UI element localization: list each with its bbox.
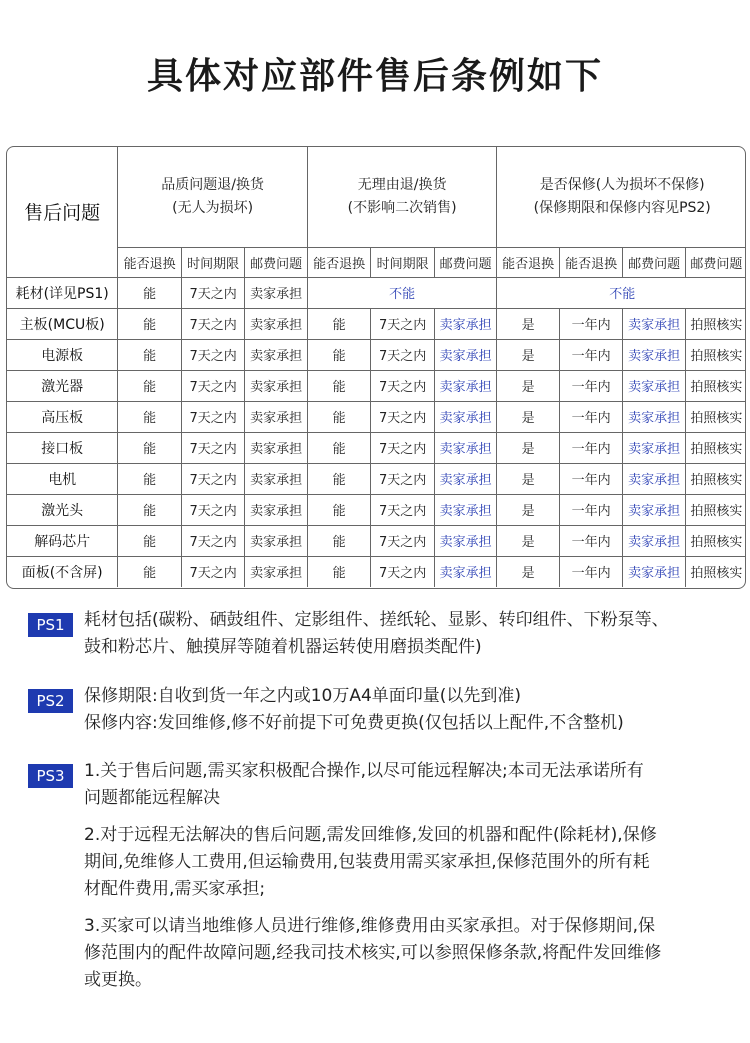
table-cell: 卖家承担 <box>623 463 685 494</box>
ps3-badge: PS3 <box>28 764 73 788</box>
table-cell: 拍照核实 <box>685 556 746 587</box>
table-cell: 拍照核实 <box>685 494 746 525</box>
table-cell: 7天之内 <box>181 401 245 432</box>
table-cell: 卖家承担 <box>245 308 308 339</box>
table-cell: 7天之内 <box>371 525 435 556</box>
table-cell: 卖家承担 <box>434 463 497 494</box>
ps3-line: 或更换。 <box>84 970 152 990</box>
ps3-line: 1.关于售后问题,需买家积极配合操作,以尽可能远程解决;本司无法承诺所有 <box>84 761 644 781</box>
subheader-cell: 邮费问题 <box>685 247 746 277</box>
ps3-paragraph-3 <box>84 913 734 994</box>
table-cell: 7天之内 <box>371 463 435 494</box>
table-cell: 7天之内 <box>371 556 435 587</box>
table-cell: 能 <box>307 370 371 401</box>
table-subheader-row <box>7 247 746 277</box>
table-cell: 拍照核实 <box>685 339 746 370</box>
ps1-badge: PS1 <box>28 613 73 637</box>
ps1-line: 鼓和粉芯片、触摸屏等随着机器运转使用磨损类配件) <box>84 637 482 657</box>
ps2-line: 保修内容:发回维修,修不好前提下可免费更换(仅包括以上配件,不含整机) <box>84 713 624 733</box>
table-cell: 7天之内 <box>371 339 435 370</box>
table-cell: 一年内 <box>559 401 623 432</box>
table-cell: 卖家承担 <box>623 401 685 432</box>
row-name-cell: 面板(不含屏) <box>7 556 118 587</box>
group-header-warranty <box>497 147 746 247</box>
table-cell: 卖家承担 <box>434 401 497 432</box>
table-cell: 卖家承担 <box>245 432 308 463</box>
table-cell: 能 <box>118 556 182 587</box>
table-cell: 卖家承担 <box>623 432 685 463</box>
table-row <box>7 525 746 556</box>
table-cell: 7天之内 <box>181 308 245 339</box>
table-cell: 一年内 <box>559 525 623 556</box>
table-cell: 卖家承担 <box>434 308 497 339</box>
table-cell: 能 <box>118 401 182 432</box>
table-cell: 能 <box>307 463 371 494</box>
table-row <box>7 370 746 401</box>
table-cell: 是 <box>497 556 559 587</box>
table-cell-merged: 不能 <box>307 277 497 308</box>
table-cell: 卖家承担 <box>623 308 685 339</box>
ps2-line: 保修期限:自收到货一年之内或10万A4单面印量(以先到准) <box>84 686 522 706</box>
row-name-cell: 耗材(详见PS1) <box>7 277 118 308</box>
table-cell: 能 <box>118 525 182 556</box>
table-cell-merged: 不能 <box>497 277 746 308</box>
table-cell: 拍照核实 <box>685 463 746 494</box>
table-cell: 是 <box>497 463 559 494</box>
table-cell: 卖家承担 <box>245 494 308 525</box>
ps3-line: 修范围内的配件故障问题,经我司技术核实,可以参照保修条款,将配件发回维修 <box>84 943 662 963</box>
table-cell: 7天之内 <box>371 308 435 339</box>
table-cell: 能 <box>118 277 182 308</box>
table-cell: 卖家承担 <box>623 494 685 525</box>
table-cell: 拍照核实 <box>685 308 746 339</box>
subheader-cell: 邮费问题 <box>245 247 308 277</box>
table-cell: 卖家承担 <box>623 525 685 556</box>
ps3-line: 2.对于远程无法解决的售后问题,需发回维修,发回的机器和配件(除耗材),保修 <box>84 825 657 845</box>
row-name-cell: 主板(MCU板) <box>7 308 118 339</box>
subheader-cell: 时间期限 <box>371 247 435 277</box>
ps3-paragraph-1 <box>84 758 734 812</box>
table-cell: 一年内 <box>559 308 623 339</box>
group-header-line: (保修期限和保修内容见PS2) <box>533 199 711 216</box>
ps3-line: 期间,免维修人工费用,但运输费用,包装费用需买家承担,保修范围外的所有耗 <box>84 852 650 872</box>
table-cell: 一年内 <box>559 339 623 370</box>
table-cell: 卖家承担 <box>434 556 497 587</box>
table-cell: 能 <box>307 525 371 556</box>
table-cell: 能 <box>307 401 371 432</box>
table-cell: 卖家承担 <box>245 339 308 370</box>
table-row-consumables <box>7 277 746 308</box>
ps3-paragraph-2 <box>84 822 734 903</box>
page-title: 具体对应部件售后条例如下 <box>146 56 603 97</box>
ps2-badge: PS2 <box>28 689 73 713</box>
after-sales-table <box>6 146 746 589</box>
row-name-cell: 解码芯片 <box>7 525 118 556</box>
ps3-line: 3.买家可以请当地维修人员进行维修,维修费用由买家承担。对于保修期间,保 <box>84 916 656 936</box>
table-row <box>7 308 746 339</box>
table-row <box>7 339 746 370</box>
table-row <box>7 494 746 525</box>
table-cell: 卖家承担 <box>245 401 308 432</box>
table-cell: 拍照核实 <box>685 401 746 432</box>
table-cell: 能 <box>118 432 182 463</box>
table-cell: 是 <box>497 339 559 370</box>
table-cell: 7天之内 <box>181 432 245 463</box>
table-cell: 一年内 <box>559 556 623 587</box>
subheader-cell: 能否退换 <box>559 247 623 277</box>
table-cell: 是 <box>497 308 559 339</box>
note-ps2 <box>28 687 728 747</box>
table-cell: 能 <box>118 370 182 401</box>
table-cell: 一年内 <box>559 370 623 401</box>
row-name-cell: 接口板 <box>7 432 118 463</box>
group-header-line: (无人为损坏) <box>172 199 254 216</box>
table-cell: 是 <box>497 494 559 525</box>
table-cell: 卖家承担 <box>434 525 497 556</box>
table-cell: 卖家承担 <box>623 556 685 587</box>
table-cell: 能 <box>118 494 182 525</box>
table-cell: 卖家承担 <box>245 370 308 401</box>
row-name-cell: 高压板 <box>7 401 118 432</box>
table-cell: 能 <box>307 308 371 339</box>
table-cell: 卖家承担 <box>245 277 308 308</box>
table-cell: 是 <box>497 525 559 556</box>
ps1-text <box>84 607 734 661</box>
table-cell: 能 <box>307 494 371 525</box>
table-header-row <box>7 147 746 247</box>
note-ps3 <box>28 762 728 1002</box>
table-cell: 能 <box>307 556 371 587</box>
table-cell: 能 <box>307 432 371 463</box>
table-cell: 卖家承担 <box>623 370 685 401</box>
table-cell: 是 <box>497 370 559 401</box>
note-ps1 <box>28 611 728 671</box>
table-cell: 能 <box>118 339 182 370</box>
table-cell: 卖家承担 <box>623 339 685 370</box>
subheader-cell: 邮费问题 <box>434 247 497 277</box>
ps1-line: 耗材包括(碳粉、硒鼓组件、定影组件、搓纸轮、显影、转印组件、下粉泵等、 <box>84 610 669 630</box>
table-row <box>7 401 746 432</box>
table-cell: 卖家承担 <box>245 556 308 587</box>
table-cell: 卖家承担 <box>434 432 497 463</box>
ps3-line: 问题都能远程解决 <box>84 788 220 808</box>
row-name-cell: 电机 <box>7 463 118 494</box>
group-header-quality <box>118 147 308 247</box>
table-cell: 拍照核实 <box>685 370 746 401</box>
table-cell: 7天之内 <box>371 401 435 432</box>
table-cell: 卖家承担 <box>434 494 497 525</box>
table-cell: 拍照核实 <box>685 432 746 463</box>
table-row <box>7 432 746 463</box>
table-cell: 7天之内 <box>371 370 435 401</box>
table-cell: 7天之内 <box>371 494 435 525</box>
group-header-no-reason <box>307 147 497 247</box>
subheader-cell: 邮费问题 <box>623 247 685 277</box>
corner-header: 售后问题 <box>7 147 118 277</box>
table-cell: 是 <box>497 401 559 432</box>
group-header-line: (不影响二次销售) <box>347 199 457 216</box>
subheader-cell: 能否退换 <box>307 247 371 277</box>
table-cell: 7天之内 <box>371 432 435 463</box>
table-cell: 能 <box>118 463 182 494</box>
group-header-line: 无理由退/换货 <box>357 176 447 193</box>
table-row <box>7 556 746 587</box>
table-cell: 7天之内 <box>181 556 245 587</box>
subheader-cell: 能否退换 <box>118 247 182 277</box>
subheader-cell: 能否退换 <box>497 247 559 277</box>
table-cell: 7天之内 <box>181 339 245 370</box>
table-cell: 7天之内 <box>181 463 245 494</box>
table-cell: 卖家承担 <box>245 463 308 494</box>
table-cell: 一年内 <box>559 432 623 463</box>
table-cell: 7天之内 <box>181 277 245 308</box>
table-cell: 卖家承担 <box>434 370 497 401</box>
table-cell: 拍照核实 <box>685 525 746 556</box>
row-name-cell: 激光器 <box>7 370 118 401</box>
table-cell: 7天之内 <box>181 525 245 556</box>
table-cell: 一年内 <box>559 463 623 494</box>
table-cell: 是 <box>497 432 559 463</box>
table-cell: 能 <box>307 339 371 370</box>
table-cell: 7天之内 <box>181 494 245 525</box>
row-name-cell: 电源板 <box>7 339 118 370</box>
subheader-cell: 时间期限 <box>181 247 245 277</box>
table-cell: 卖家承担 <box>434 339 497 370</box>
group-header-line: 是否保修(人为损坏不保修) <box>539 176 705 193</box>
table-row <box>7 463 746 494</box>
row-name-cell: 激光头 <box>7 494 118 525</box>
table-cell: 7天之内 <box>181 370 245 401</box>
ps3-line: 材配件费用,需买家承担; <box>84 879 266 899</box>
group-header-line: 品质问题退/换货 <box>161 176 264 193</box>
ps2-text <box>84 683 734 737</box>
table-cell: 一年内 <box>559 494 623 525</box>
table-cell: 能 <box>118 308 182 339</box>
table-cell: 卖家承担 <box>245 525 308 556</box>
